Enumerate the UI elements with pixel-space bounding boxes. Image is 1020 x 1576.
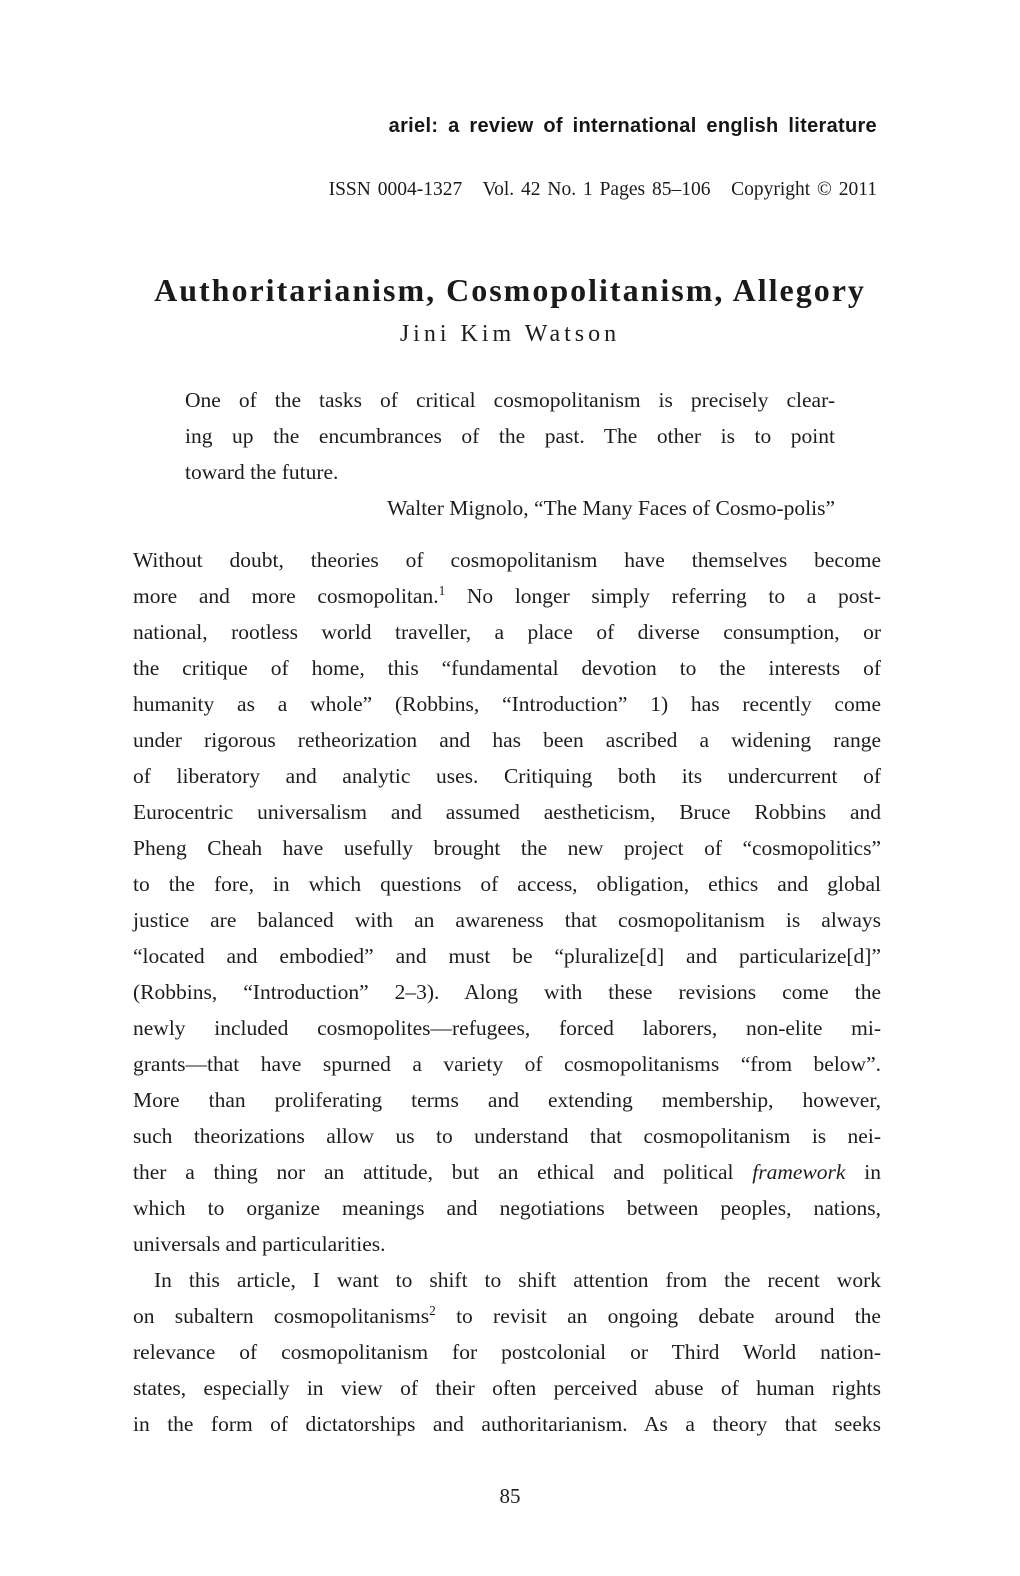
body-line: ther a thing nor an attitude, but an ethical and political framework in (133, 1160, 881, 1184)
body-line: national, rootless world traveller, a place of diverse consumption, or (133, 620, 881, 644)
body-line: on subaltern cosmopolitanisms$^2$ to revisit an ongoing debate around the (133, 1302, 881, 1328)
article-author: Jini Kim Watson (399, 321, 621, 347)
body-line: of liberatory and analytic uses. Critiquing both its undercurrent of (133, 764, 881, 788)
issn-copyright-line: ISSN 0004-1327 Vol. 42 No. 1 Pages 85–106 Copyright © 2011 (328, 179, 877, 200)
article-body (133, 542, 881, 1442)
body-line: In this article, I want to shift to shift attention from the recent work (154, 1268, 881, 1292)
epigraph-line: Walter Mignolo, “The Many Faces of Cosmo-polis” (387, 496, 835, 520)
epigraph-line: toward the future. (185, 460, 339, 484)
body-line: relevance of cosmopolitanism for postcolonial or Third World nation- (133, 1340, 881, 1364)
article-title: Authoritarianism, Cosmopolitanism, Allegory (154, 272, 866, 308)
body-line: newly included cosmopolites—refugees, forced laborers, non-elite mi- (133, 1016, 881, 1040)
body-line: such theorizations allow us to understand that cosmopolitanism is nei- (133, 1124, 881, 1148)
body-line: more and more cosmopolitan.$^1$ No longer simply referring to a post- (133, 582, 882, 608)
body-line: under rigorous retheorization and has been ascribed a widening range (133, 728, 881, 752)
body-line: justice are balanced with an awareness that cosmopolitanism is always (133, 908, 881, 932)
body-line: grants—that have spurned a variety of cosmopolitanisms “from below”. (133, 1052, 881, 1076)
body-paragraph-1 (133, 542, 881, 1262)
epigraph-line: ing up the encumbrances of the past. The other is to point (185, 424, 835, 448)
body-line: which to organize meanings and negotiations between peoples, nations, (133, 1196, 881, 1220)
body-line: (Robbins, “Introduction” 2–3). Along with these revisions come the (133, 980, 881, 1004)
epigraph (185, 382, 835, 526)
journal-name: ariel: a review of international english literature (388, 115, 877, 137)
body-line: Pheng Cheah have usefully brought the new project of “cosmopolitics” (133, 836, 881, 860)
body-line: universals and particularities. (133, 1232, 386, 1256)
body-line: humanity as a whole” (Robbins, “Introduction” 1) has recently come (133, 692, 881, 716)
page-number: 85 (499, 1484, 521, 1508)
body-paragraph-2 (133, 1262, 881, 1442)
body-line: Eurocentric universalism and assumed aestheticism, Bruce Robbins and (133, 800, 881, 824)
body-line: to the fore, in which questions of access, obligation, ethics and global (133, 872, 881, 896)
body-line: More than proliferating terms and extending membership, however, (133, 1088, 881, 1112)
body-line: the critique of home, this “fundamental devotion to the interests of (133, 656, 881, 680)
body-line: “located and embodied” and must be “pluralize[d] and particularize[d]” (133, 944, 881, 968)
body-line: Without doubt, theories of cosmopolitanism have themselves become (133, 548, 881, 572)
body-line: states, especially in view of their often perceived abuse of human rights (133, 1376, 881, 1400)
epigraph-line: One of the tasks of critical cosmopolitanism is precisely clear- (185, 388, 835, 412)
body-line: in the form of dictatorships and authoritarianism. As a theory that seeks (133, 1412, 881, 1436)
journal-header (329, 79, 877, 237)
